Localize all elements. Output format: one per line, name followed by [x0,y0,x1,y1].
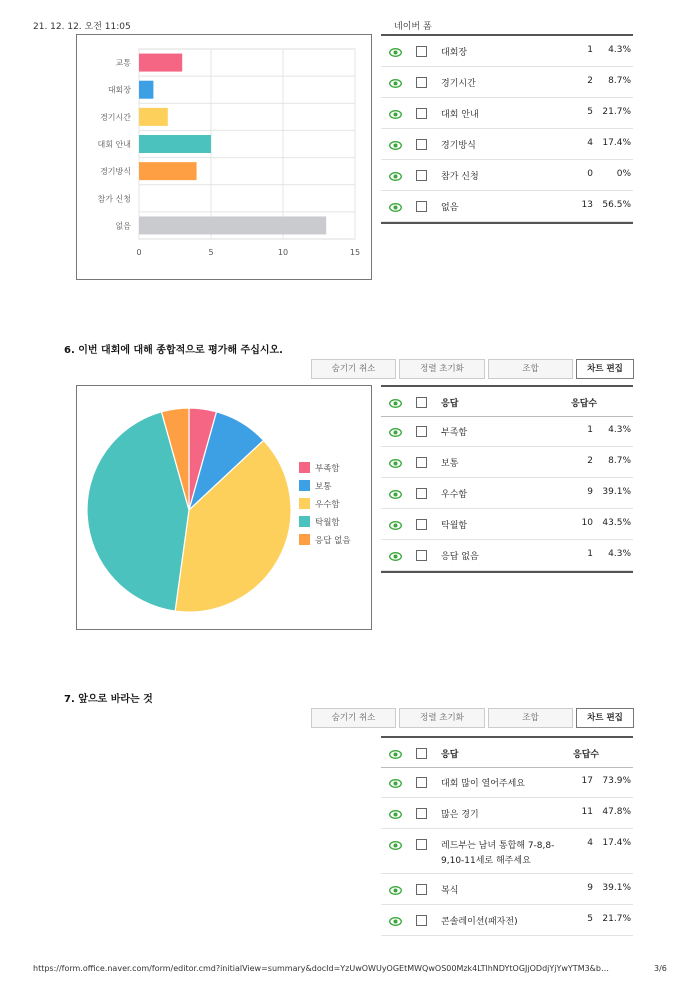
row-count: 4 [587,138,593,148]
bar [139,216,326,234]
row-label: 응답 없음 [441,552,479,562]
row-label: 우수함 [441,490,468,500]
eye-icon[interactable] [389,882,402,895]
eye-icon[interactable] [389,44,402,57]
table-row [381,67,633,98]
row-label: 9,10-11세로 해주세요 [441,856,531,866]
row-count: 1 [587,549,593,559]
row-percent: 39.1% [602,883,631,893]
eye-icon[interactable] [389,199,402,212]
table-bottom-border [381,571,633,573]
row-count: 1 [587,45,593,55]
eye-icon[interactable] [389,486,402,499]
header-response: 응답 [441,399,459,409]
row-checkbox[interactable] [416,139,427,150]
y-tick-label: 대회장 [107,85,131,95]
q7-unhide-button[interactable]: 숨기기 취소 [311,708,396,728]
row-percent: 8.7% [608,76,631,86]
q5-bar-chart [77,35,371,279]
header-checkbox[interactable] [416,397,427,408]
q6-response-table [381,385,633,577]
y-tick-label: 경기방식 [100,167,131,177]
table-row [381,478,633,509]
eye-icon[interactable] [389,806,402,819]
row-checkbox[interactable] [416,46,427,57]
row-count: 10 [581,518,593,528]
row-count: 2 [587,456,593,466]
row-checkbox[interactable] [416,915,427,926]
row-checkbox[interactable] [416,426,427,437]
row-label: 경기시간 [441,79,476,89]
q5-chart-box [76,34,372,280]
row-count: 5 [587,107,593,117]
eye-icon[interactable] [389,746,402,759]
table-row [381,829,633,874]
legend-label: 부족함 [315,464,340,474]
row-label: 보통 [441,459,459,469]
row-checkbox[interactable] [416,519,427,530]
row-label: 경기방식 [441,141,476,151]
bar [139,81,153,99]
row-percent: 17.4% [602,838,631,848]
q6-reset-sort-button[interactable]: 정렬 초기화 [399,359,485,379]
row-checkbox[interactable] [416,108,427,119]
y-tick-label: 경기시간 [100,112,131,122]
q7-title: 7. 앞으로 바라는 것 [64,694,153,705]
q6-chart-box [76,385,372,630]
row-checkbox[interactable] [416,777,427,788]
table-row [381,129,633,160]
legend-label: 탁월함 [315,518,340,528]
row-label: 레드부는 남녀 통합해 7-8,8- [441,841,555,851]
footer-url: https://form.office.naver.com/form/editor.cmd?initialView=summary&docId=YzUwOWUyOGEtMWQwOS00Mzk4LTlhNDYtOGJjODdjYjYwYTM3&b… [33,964,609,973]
header-count: 응답수 [571,399,598,409]
bar [139,162,197,180]
row-checkbox[interactable] [416,457,427,468]
table-header [381,385,633,417]
q7-response-table [381,736,633,940]
legend-swatch [299,480,310,491]
table-header [381,736,633,768]
x-tick-label: 15 [349,248,361,257]
row-count: 17 [581,776,593,786]
row-count: 2 [587,76,593,86]
row-percent: 39.1% [602,487,631,497]
row-checkbox[interactable] [416,808,427,819]
legend-swatch [299,498,310,509]
table-row [381,98,633,129]
eye-icon[interactable] [389,75,402,88]
print-datetime: 21. 12. 12. 오전 11:05 [33,22,131,32]
row-percent: 0% [616,169,631,179]
row-checkbox[interactable] [416,550,427,561]
row-percent: 47.8% [602,807,631,817]
q7-combine-button[interactable]: 조합 [488,708,573,728]
row-count: 9 [587,487,593,497]
row-label: 대회 많이 열어주세요 [441,779,525,789]
row-label: 참가 신청 [441,172,479,182]
row-checkbox[interactable] [416,839,427,850]
row-label: 대회장 [441,48,468,58]
q6-pie-chart [77,386,371,629]
y-tick-label: 없음 [115,221,131,231]
bar [139,135,211,153]
row-checkbox[interactable] [416,201,427,212]
row-checkbox[interactable] [416,884,427,895]
table-row [381,540,633,571]
row-percent: 21.7% [602,914,631,924]
table-row [381,798,633,829]
x-tick-label: 10 [277,248,289,257]
q5-response-table [381,34,633,224]
q6-title: 6. 이번 대회에 대해 종합적으로 평가해 주십시오. [64,345,283,356]
row-label: 부족함 [441,428,468,438]
eye-icon[interactable] [389,775,402,788]
table-row [381,767,633,798]
eye-icon[interactable] [389,913,402,926]
row-label: 복식 [441,886,459,896]
eye-icon[interactable] [389,548,402,561]
table-bottom-border [381,222,633,224]
q7-reset-sort-button[interactable]: 정렬 초기화 [399,708,485,728]
row-percent: 4.3% [608,425,631,435]
row-percent: 4.3% [608,549,631,559]
q6-unhide-button[interactable]: 숨기기 취소 [311,359,396,379]
row-label: 탁월함 [441,521,468,531]
row-count: 4 [587,838,593,848]
bar [139,54,182,72]
x-tick-label: 0 [136,248,142,257]
x-tick-label: 5 [208,248,214,257]
eye-icon[interactable] [389,455,402,468]
table-row [381,874,633,905]
table-row [381,416,633,447]
table-row [381,191,633,222]
eye-icon[interactable] [389,137,402,150]
eye-icon[interactable] [389,837,402,850]
row-count: 13 [581,200,593,210]
table-row [381,36,633,67]
row-percent: 4.3% [608,45,631,55]
footer-page-number: 3/6 [654,964,667,973]
q6-edit-chart-button[interactable]: 차트 편집 [576,359,634,379]
header-response: 응답 [441,750,459,760]
bar [139,108,168,126]
table-row [381,509,633,540]
row-percent: 8.7% [608,456,631,466]
table-row [381,160,633,191]
header-checkbox[interactable] [416,748,427,759]
row-label: 콘솔레이션(패자전) [441,917,518,927]
legend-swatch [299,516,310,527]
legend-label: 보통 [315,482,332,492]
q7-edit-chart-button[interactable]: 차트 편집 [576,708,634,728]
row-checkbox[interactable] [416,170,427,181]
legend-swatch [299,534,310,545]
row-percent: 56.5% [602,200,631,210]
row-label: 없음 [441,203,459,213]
row-percent: 21.7% [602,107,631,117]
table-row [381,447,633,478]
y-tick-label: 대회 안내 [97,140,131,149]
q6-combine-button[interactable]: 조합 [488,359,573,379]
row-count: 1 [587,425,593,435]
eye-icon[interactable] [389,395,402,408]
eye-icon[interactable] [389,424,402,437]
row-percent: 17.4% [602,138,631,148]
row-count: 0 [587,169,593,179]
legend-swatch [299,462,310,473]
row-checkbox[interactable] [416,488,427,499]
y-tick-label: 교통 [115,58,131,68]
row-label: 많은 경기 [441,810,479,820]
table-row [381,905,633,936]
y-tick-label: 참가 신청 [97,194,131,204]
eye-icon[interactable] [389,517,402,530]
eye-icon[interactable] [389,168,402,181]
legend-label: 우수함 [315,500,340,510]
row-checkbox[interactable] [416,77,427,88]
legend-label: 응답 없음 [315,536,351,546]
row-percent: 73.9% [602,776,631,786]
print-app-name: 네이버 폼 [394,22,432,32]
row-count: 5 [587,914,593,924]
row-count: 11 [581,807,593,817]
row-percent: 43.5% [602,518,631,528]
eye-icon[interactable] [389,106,402,119]
row-count: 9 [587,883,593,893]
header-count: 응답수 [573,750,600,760]
row-label: 대회 안내 [441,110,479,120]
